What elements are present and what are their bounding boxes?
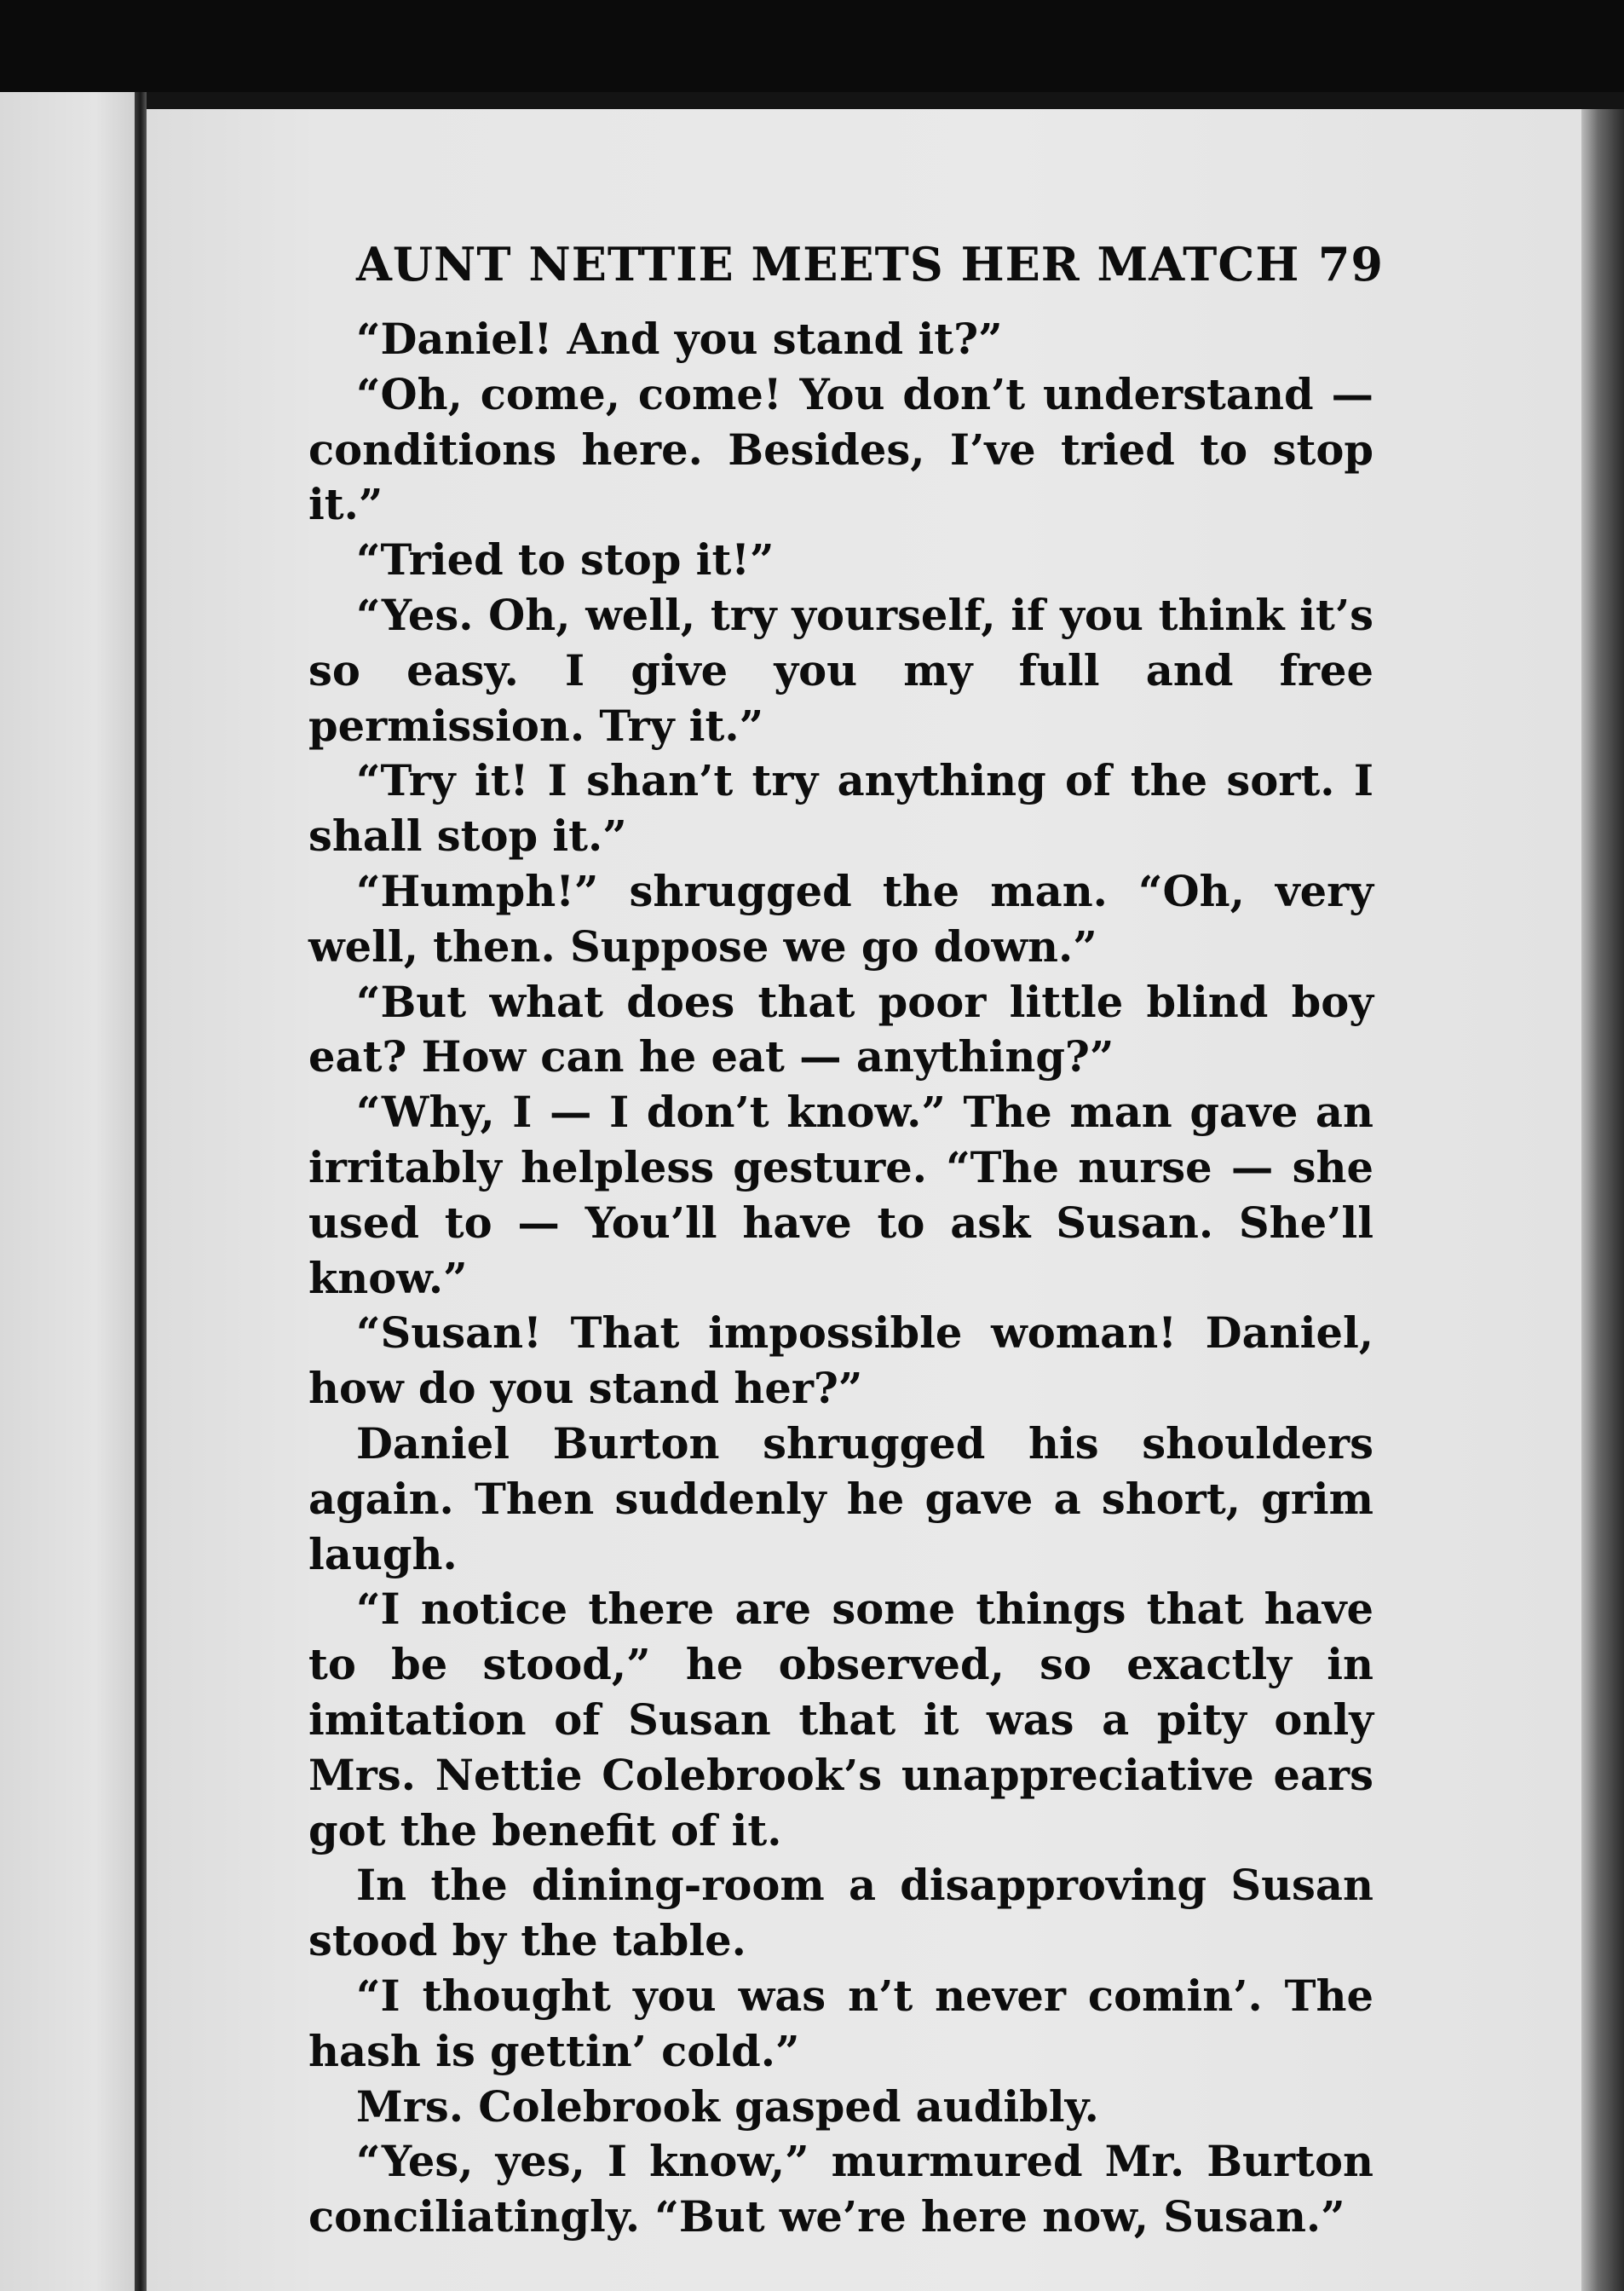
paragraph: “Tried to stop it!” <box>356 535 775 586</box>
paragraph: “Oh, come, come! You don’t understand — conditions here. Besides, I’ve tried to stop it.” <box>308 369 1373 530</box>
paragraph: “Why, I — I don’t know.” The man gave an irritably helpless gesture. “The nurse — she used to — You’ll have to ask Susan. She’ll know.” <box>308 1088 1373 1303</box>
paragraph: “Try it! I shan’t try anything of the sort. I shall stop it.” <box>308 756 1373 862</box>
paragraph: Mrs. Colebrook gasped audibly. <box>356 2081 1099 2132</box>
paragraph: “Susan! That impossible woman! Daniel, how do you stand her?” <box>308 1308 1373 1414</box>
paragraph: Daniel Burton shrugged his shoulders again. Then suddenly he gave a short, grim laugh. <box>308 1418 1373 1579</box>
page-number: 79 <box>1317 237 1384 291</box>
body-text <box>308 312 1373 2245</box>
paragraph: “I thought you was n’t never comin’. The hash is gettin’ cold.” <box>308 1971 1373 2076</box>
paragraph: In the dining-room a disapproving Susan stood by the table. <box>308 1861 1373 1966</box>
page-header <box>356 237 1384 305</box>
book-gutter <box>135 92 147 2291</box>
scan-border <box>0 0 1624 92</box>
page-edge-shadow <box>1581 109 1624 2291</box>
paragraph: “But what does that poor little blind boy eat? How can he eat — anything?” <box>308 977 1373 1082</box>
paragraph: “Humph!” shrugged the man. “Oh, very well, then. Suppose we go down.” <box>308 866 1373 972</box>
facing-page-edge <box>0 92 136 2291</box>
running-head: AUNT NETTIE MEETS HER MATCH <box>356 237 1300 291</box>
paragraph: “I notice there are some things that have to be stood,” he observed, so exactly in imitation of Susan that it was a pity only Mrs. Nettie Colebrook’s unappreciative ears got the benefit of it. <box>308 1584 1373 1855</box>
paragraph: “Daniel! And you stand it?” <box>356 315 1003 364</box>
paragraph: “Yes, yes, I know,” murmured Mr. Burton conciliatingly. “But we’re here now, Susan.” <box>308 2137 1373 2242</box>
paragraph: “Yes. Oh, well, try yourself, if you think it’s so easy. I give you my full and free permission. Try it.” <box>308 590 1373 751</box>
